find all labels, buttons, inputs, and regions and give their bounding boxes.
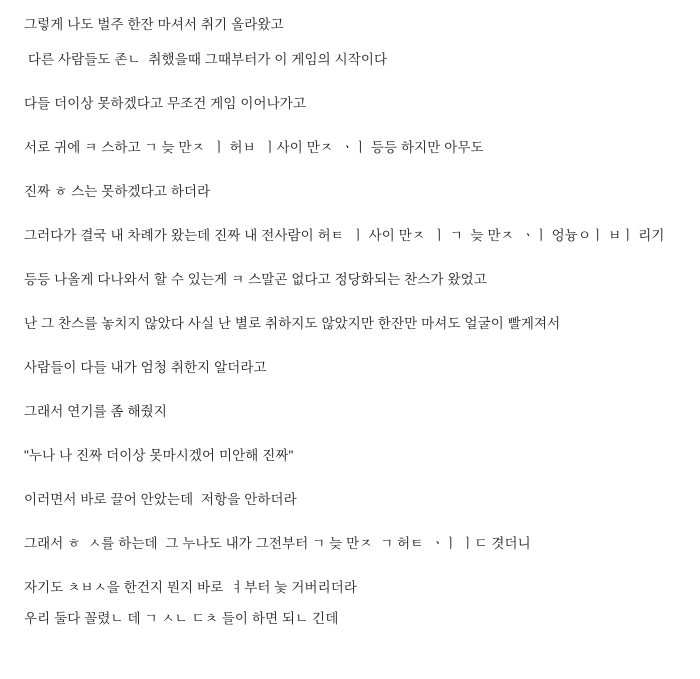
text-line: 진짜 ㅎ 스는 못하겠다고 하더라 — [24, 183, 211, 199]
text-line: 그래서 ㅎ ㅅ를 하는데 그 누나도 내가 그전부터 ㄱ 늦 만ㅈ ㄱ 허ㅌ ㆍㅣ ㅣㄷ 겻더니 — [24, 535, 531, 551]
text-line: 그렇게 나도 벌주 한잔 마셔서 취기 올라왔고 — [24, 16, 284, 32]
text-line: 서로 귀에 ㅋ 스하고 ㄱ 늦 만ㅈ ㅣ 허ㅂ ㅣ사이 만ㅈ ㆍㅣ 등등 하지만 아무도 — [24, 139, 484, 155]
text-line: 이러면서 바로 끌어 안았는데 저항을 안하더라 — [24, 491, 297, 507]
text-line: 우리 둘다 꼴렸ㄴ 데 ㄱ ㅅㄴ ㄷㅊ 들이 하면 되ㄴ 긴데 — [24, 611, 339, 626]
text-line: 다른 사람들도 존ㄴ 취했을때 그때부터가 이 게임의 시작이다 — [24, 51, 388, 67]
text-line: 난 그 찬스를 놓치지 않았다 사실 난 별로 취하지도 않았지만 한잔만 마셔도 얼굴이 빨게져서 — [24, 315, 561, 331]
text-line: 그래서 연기를 좀 해줬지 — [24, 403, 167, 419]
text-line: 사람들이 다들 내가 엄청 취한지 알더라고 — [24, 359, 267, 375]
text-line: 등등 나올게 다나와서 할 수 있는게 ㅋ 스말곤 없다고 정당화되는 찬스가 왔었고 — [24, 271, 487, 287]
text-line: 다들 더이상 못하겠다고 무조건 게임 이어나가고 — [24, 95, 307, 111]
text-line: "누나 나 진짜 더이상 못마시겠어 미안해 진짜" — [24, 447, 294, 463]
text-line: 자기도 ㅊㅂㅅ을 한건지 뭔지 바로 ㅕ부터 늧 거버리더라 — [24, 579, 358, 595]
text-line: 그러다가 결국 내 차례가 왔는데 진짜 내 전사람이 허ㅌ ㅣ 사이 만ㅈ ㅣ ㄱ 늦 만ㅈ ㆍㅣ 엉늉ㅇㅣ ㅂㅣ 리기 — [24, 227, 665, 243]
